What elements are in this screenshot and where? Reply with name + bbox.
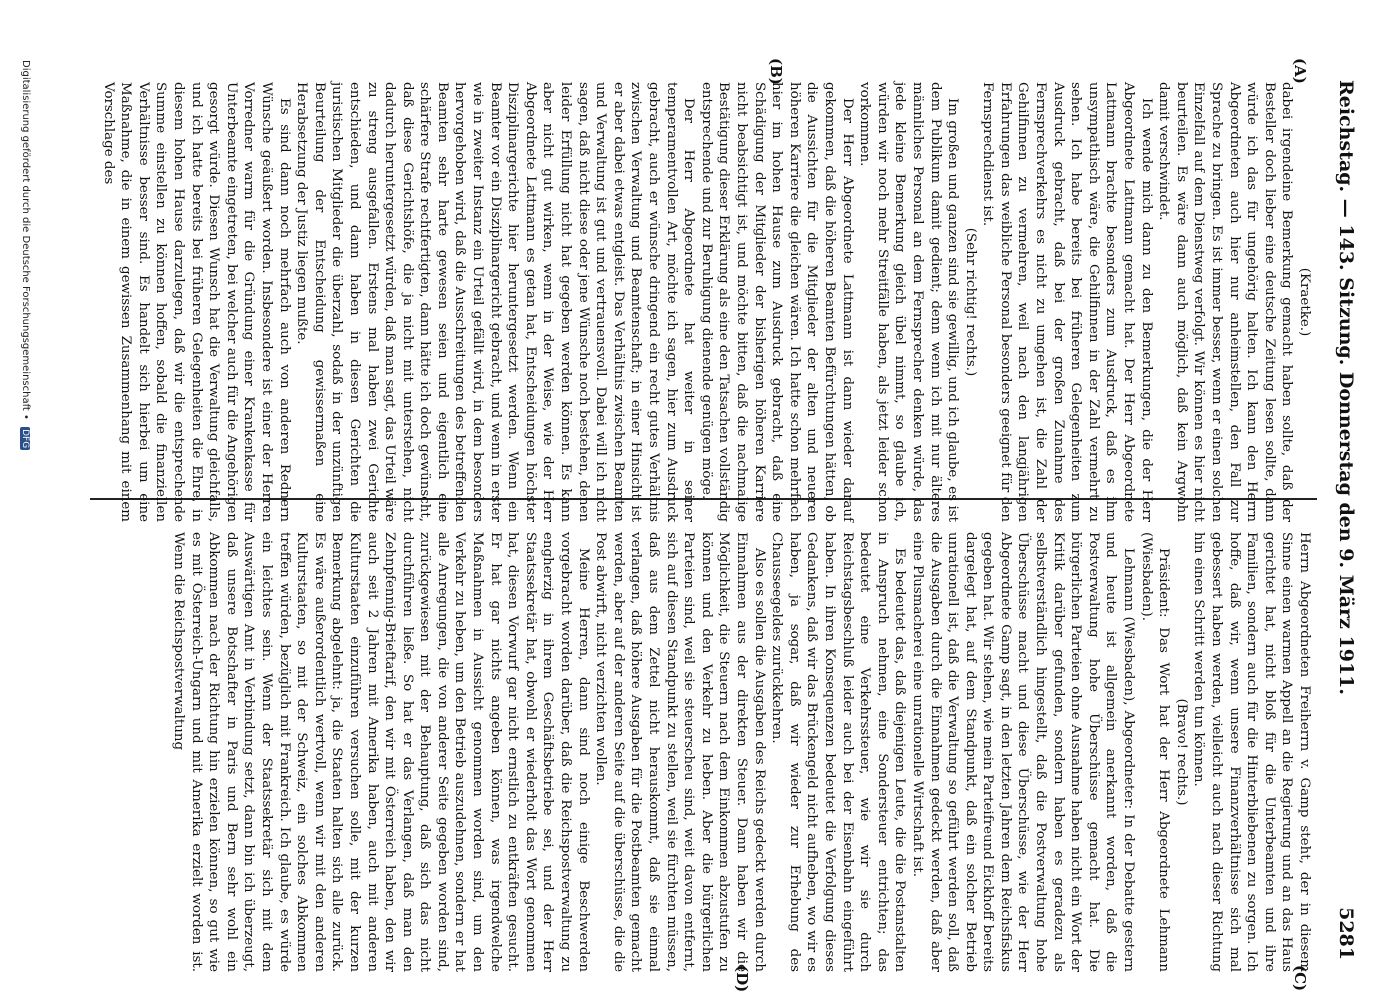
right-text-column [113,532,1313,972]
paragraph: (Kraetke.) [1297,267,1312,337]
paragraph: Lehmann (Wiesbaden), Abgeordneter: In der Debatte gestern und heute ist allgemein anerkannt worden, daß die Postverwaltung hohe Überschüsse gemacht hat. Die bürgerlichen Parteien ohne Ausnahme haben nicht ein Wort der Kritik darüber gefunden, sondern haben es geradezu als selbstverständlich hingestellt, daß die Postverwaltung hohe Überschüsse macht und diese Überschüsse, wie der Herr Abgeordnete Gamp sagt, in den letzten Jahren dem Reichsfiskus gegeben hat. Wir stehen, wie mein Parteifreund Eickhoff bereits dargelegt hat, auf dem Standpunkt, daß ein solcher Betrieb unrationell ist, daß die Verwaltung so geführt werden soll, daß die Ausgaben durch die Einnahmen gedeckt werden, daß aber eine Plusmacherei eine unrationelle Wirtschaft ist. [909,532,1137,972]
paragraph: Im großen und ganzen sind sie gewillig, und ich glaube, es ist dem Publikum damit gedient; denn wenn ich mit nur älteres männliches Personal an dem Fernsprecher denken würde, das jede kleine Bemerkung gleich übel nimmt, so glaube ich, würden wir noch mehr Streitfälle haben, als jetzt leider schon vorkommen. [857,82,961,522]
margin-letter-c: (C) [1291,965,1309,992]
paragraph: Es bedeutet das, daß diejenigen Leute, die die Postanstalten in Anspruch nehmen, eine Sondersteuer entrichten; das bedeutet eine Verkehrssteuer, wie wir sie durch Reichstagsbeschluß leider auch bei der Eisenbahn eingeführt haben. In ihren Konsequenzen bedeutet die Verfolgung dieses Gedankens, daß wir das Brückengeld nicht aufheben, wo wir es haben, ja sogar, daß wir wieder zur Erhebung des Chausseegeldes zurückkehren. [769,532,908,972]
page-number: 5281 [1335,907,1357,960]
footer-text: Digitalisierung gefördert durch die Deutsche Forschungsgemeinschaft • [20,60,31,420]
paragraph: dabei irgendeine Bemerkung gemacht haben sollte, daß der Besteller doch lieber eine deutsche Zeitung lesen sollte, dann würde ich das für ungehörig halten. Ich kann den Herrn Abgeordneten auch hier nur anheimstellen, den Fall zur Sprache zu bringen. Es ist immer besser, wenn er einen solchen Einzelfall auf dem Dienstweg verfolgt. Wir können es hier nicht beurteilen. Es wäre dann auch möglich, daß kein Argwohn damit verschwindet. [1156,82,1295,522]
left-text-column [100,82,1313,522]
page-header [1327,80,1357,960]
paragraph: Meine Herren, dann sind noch einige Beschwerden vorgebracht worden darüber, daß die Reichspostverwaltung zu engherzig in ihrem Geschäftsbetriebe sei, und der Herr Staatssekretär hat, obwohl er wiederholt das Wort genommen hat, diesen Vorwurf gar nicht ernstlich zu entkräften gesucht. Er hat gar nichts angeben können, was irgendwelche Maßnahmen in Aussicht genommen worden sind, um den Verkehr zu heben, um den Betrieb auszudehnen, sondern er hat alle Anregungen, die von anderer Seite gegeben worden sind, zurückgewiesen mit der Behauptung, daß sich das nicht durchführen ließe. So hat er das Verlangen, daß man den Zehnpfennig-Brieftarif, den wir mit Österreich haben, den wir auch seit 2 Jahren mit Amerika haben, auch mit anderen Kulturstaaten einzuführen versuchen solle, mit der kurzen Bemerkung abgelehnt: ja, die Staaten halten sich alle zurück. Es wäre außerordentlich wertvoll, wenn wir mit den anderen Kulturstaaten, so mit der Schweiz, ein solches Abkommen treffen würden, bezüglich mit Frankreich. Ich glaube, es würde ein leichtes sein. Wenn der Staatssekretär sich mit dem Auswärtigen Amt in Verbindung setzt, dann bin ich überzeugt, daß unsere Botschafter in Paris und Bern sehr wohl ein Abkommen nach der Richtung hin erzielen können, so gut wie es mit Österreich-Ungarn und mit Amerika erzielt worden ist. Wenn die Reichspostverwaltung [171,532,591,972]
paragraph: (Sehr richtig! rechts.) [962,227,978,377]
paragraph: Der Herr Abgeordnete hat weiter in seiner temperamentvollen Art, möchte ich sagen, hier zum Ausdruck gebracht, auch er wünsche dringend ein recht gutes Verhältnis zwischen Verwaltung und Beamtenschaft; in einer Hinsicht ist er aber dabei etwas entgleist. Das Verhältnis zwischen Beamten und Verwaltung ist gut und vertrauensvoll. Dabei will ich nicht sagen, daß nicht diese oder jene Wünsche noch bestehen, denen leider Erfüllung nicht hat gegeben werden können. Es kann aber nicht gut wirken, wenn in der Weise, wie der Herr Abgeordnete Lattmann es getan hat, Entscheidungen höchster Disziplinargerichte hier heruntergesetzt werden. Wenn ein Beamter vor ein Disziplinargericht gebracht, und wenn in erster wie in zweiter Instanz ein Urteil gefällt wird, in dem besonders hervorgehoben wird, daß die Ausschreitungen des betreffenden Beamten sehr harte gewesen seien und eigentlich eine schärfere Strafe rechtfertigten, dann hätte ich doch gewünscht, daß diese Gerichtshöfe, die ja nicht mit unterstehen, nicht dadurch heruntergesetzt würden, daß man sagt, das Urteil wäre zu streng ausgefallen. Erstens mal haben zwei Gerichte entschieden, und dann haben in diesen Gerichten die juristischen Mitglieder die überzahl, sodaß in der unzünftigen Beurteilung der Entscheidung gewissermaßen eine Herabsetzung der Justiz liegen mußte. [294,82,697,522]
margin-letter-b: (B) [767,58,785,85]
margin-letter-a: (A) [1291,58,1309,84]
paragraph: (Bravo! rechts.) [1173,698,1189,806]
header-title: Reichstag. — 143. Sitzung. Donnerstag den 9. März 1911. [1335,80,1357,695]
paragraph: Es sind dann noch mehrfach auch von anderen Rednern Wünsche geäußert worden. Insbesondere ist einer der Herren Vorredner warm für die Gründung einer Krankenkasse für Unterbeamte eingetreten, bei welcher auch für die Angehörigen gesorgt würde. Diesen Wunsch hat die Verwaltung gleichfalls, und ich hatte bereits bei früheren Gelegenheiten die Ehre, in diesem hohen Hause darzulegen, daß wir die entsprechende Summe einstellen zu können hoffen, sobald die finanziellen Verhältnisse besser sind. Es handelt sich hierbei um eine Maßnahme, die in einem gewissen Zusammenhang mit einem Vorschlage des [100,82,292,522]
paragraph: Herrn Abgeordneten Freiherrn v. Gamp steht, der in diesem Sinne einen warmen Appell an die Regierung und an das Haus gerichtet hat, nicht bloß für die Unterbeamten und ihre Familien, sondern auch für die Hinterbliebenen zu sorgen. Ich hoffe, daß wir, wenn unsere Finanzverhältnisse sich mal gebessert haben werden, vielleicht auch nach dieser Richtung hin einen Schritt werden tun können. [1191,532,1312,972]
dfg-logo: DFG [20,429,30,449]
paragraph: Ich wende mich dann zu den Bemerkungen, die der Herr Abgeordnete Lattmann gemacht hat. Der Herr Abgeordnete Lattmann brachte besonders zum Ausdruck, daß es ihm unsympathisch wäre, die Gehilfinnen in der Zahl vermehrt zu sehen. Ich habe bereits bei früheren Gelegenheiten zum Ausdruck gebracht, daß bei der großen Zunahme des Fernsprechverkehrs es nicht zu umgehen ist, die Zahl der Gehilfinnen zu vermehren, weil nach den langjährigen Erfahrungen das weibliche Personal besonders geeignet für den Fernsprechdienst ist. [980,82,1154,522]
paragraph: Präsident: Das Wort hat der Herr Abgeordnete Lehmann (Wiesbaden). [1138,532,1172,972]
footer-credit [20,60,31,450]
paragraph: Also es sollen die Ausgaben des Reichs gedeckt werden durch Einnahmen aus der direkten Steuer. Dann haben wir die Möglichkeit, die Steuern nach dem Einkommen abzustufen zu können und den Verkehr zu heben. Aber die bürgerlichen Parteien sind, weil sie steuerscheu sind, weit davon entfernt, sich auf diesen Standpunkt zu stellen, weil sie fürchten müssen, daß aus dem Zettel nicht herauskommt, daß sie einmal verlangen, daß höhere Ausgaben für die Postbeamten gemacht werden, aber auf der anderen Seite auf die überschüsse, die die Post abwirft, nicht verzichten wollen. [593,532,767,972]
margin-letter-d: (D) [733,965,751,993]
paragraph: Der Herr Abgeordnete Lattmann ist dann wieder darauf gekommen, daß die höheren Beamten Befürchtungen hätten, ob die Aussichten für die Mitglieder der alten und neueren höheren Karriere die gleichen wären. Ich hatte schon mehrfach hier im hohen Hause zum Ausdruck gebracht, daß eine Schädigung der Mitglieder der bisherigen höheren Karriere nicht beabsichtigt ist, und möchte bitten, daß die nachmalige Bestätigung dieser Erklärung als eine den Tatsachen vollständig entsprechende und zur Beruhigung dienende genügen möge. [698,82,855,522]
